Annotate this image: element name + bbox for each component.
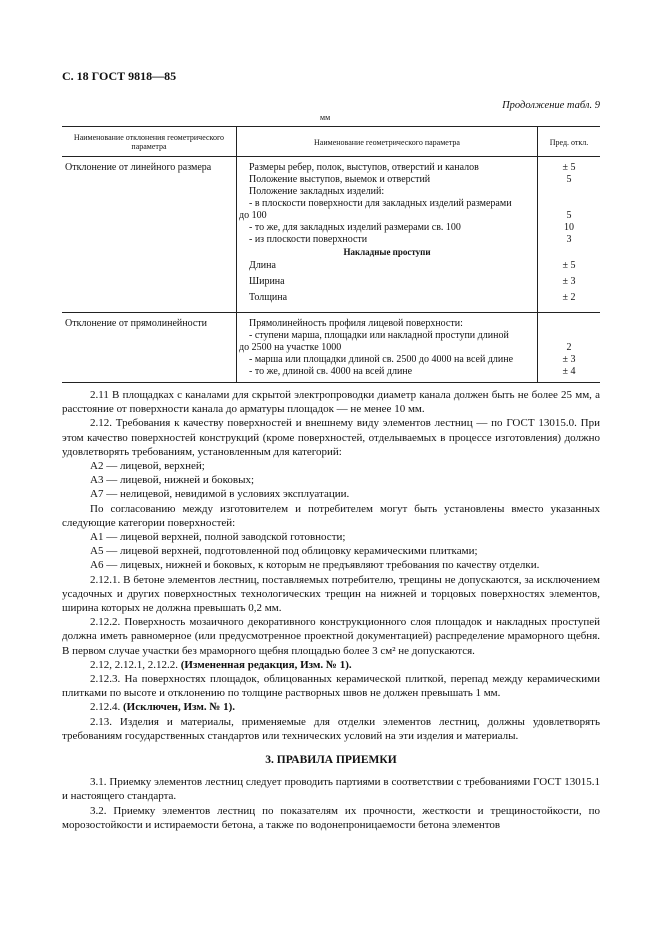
parameter-text: до 100: [239, 210, 267, 221]
parameter-text: Размеры ребер, полок, выступов, отверстий и каналов: [249, 162, 479, 173]
table-9: [62, 126, 600, 383]
parameter-text: - марша или площадки длиной св. 2500 до 4000 на всей длине: [249, 354, 514, 365]
paragraph-2-13: 2.13. Изделия и материалы, применяемые для отделки элементов лестниц, должны удовлетворять требованиям государственных стандартов или технических условий на эти изделия и материалы.: [62, 715, 600, 742]
parameter-text: - в плоскости поверхности для закладных изделий размерами: [249, 198, 512, 209]
limit-value: ± 5: [562, 162, 576, 173]
limit-value: ± 3: [562, 354, 576, 365]
body-text: [62, 388, 600, 832]
table-cell-deviation: [62, 313, 237, 383]
limit-value: ± 5: [562, 260, 576, 271]
category-a3: А3 — лицевой, нижней и боковых;: [90, 474, 255, 487]
table-cell-deviation: [62, 157, 237, 313]
excluded-note: (Исключен, Изм. № 1).: [123, 701, 236, 714]
table-cell-limits: [538, 157, 601, 313]
parameter-text: - то же, длиной св. 4000 на всей длине: [249, 366, 413, 377]
limit-value: 5: [566, 174, 572, 185]
paragraph-2-12-4: [62, 700, 600, 714]
limit-value: [538, 198, 600, 210]
subheading: Накладные проступи: [343, 247, 431, 257]
paragraph-3-1: 3.1. Приемку элементов лестниц следует проводить партиями в соответствии с требованиями ГОСТ 13015.1 и настоящего стандарта.: [62, 776, 600, 803]
deviation-linear: Отклонение от линейного размера: [65, 162, 212, 173]
limit-value: 10: [564, 222, 574, 233]
table-cell-limits: [538, 313, 601, 383]
section-heading: 3. ПРАВИЛА ПРИЕМКИ: [265, 754, 397, 767]
limit-value: 5: [566, 210, 572, 221]
amendment-ref: 2.12, 2.12.1, 2.12.2.: [90, 658, 178, 671]
category-a7: А7 — нелицевой, невидимой в условиях эксплуатации.: [90, 488, 350, 501]
parameter-text: до 2500 на участке 1000: [239, 342, 342, 353]
page-header: С. 18 ГОСТ 9818—85: [62, 69, 177, 83]
parameter-text: Положение закладных изделий:: [249, 186, 385, 197]
column-header-parameter: Наименование геометрического параметра: [237, 127, 538, 157]
parameter-text: - из плоскости поверхности: [249, 234, 368, 245]
table-unit: мм: [320, 113, 331, 122]
limit-value: [538, 186, 600, 198]
parameter-text: Толщина: [249, 292, 288, 303]
category-a2: А2 — лицевой, верхней;: [90, 460, 205, 473]
limit-value: ± 2: [562, 292, 576, 303]
limit-value: ± 3: [562, 276, 576, 287]
limit-value: 2: [566, 342, 572, 353]
category-a6: А6 — лицевых, нижней и боковых, к которым не предъявляют требования по качеству отделки.: [90, 559, 540, 572]
amendment-note: (Измененная редакция, Изм. № 1).: [180, 658, 352, 671]
table-continuation-label: Продолжение табл. 9: [502, 100, 600, 111]
limit-value: 3: [566, 234, 572, 245]
paragraph-3-2: 3.2. Приемку элементов лестниц по показателям их прочности, жесткости и трещиностойкости, по морозостойкости и истираемости бетона, а также по водонепроницаемости бетона элементов: [62, 804, 600, 831]
paragraph-2-12-1: 2.12.1. В бетоне элементов лестниц, поставляемых потребителю, трещины не допускаются, за исключением усадочных и других поверхностных технологических трещин на нижней и торцовых поверхностях элементов, ширина которых не должна превышать 0,2 мм.: [62, 573, 600, 615]
deviation-straightness: Отклонение от прямолинейности: [65, 318, 208, 329]
table-cell-parameters: [237, 313, 538, 383]
parameter-text: Прямолинейность профиля лицевой поверхности:: [249, 318, 463, 329]
parameter-text: Ширина: [249, 276, 285, 287]
parameter-text: - ступени марша, площадки или накладной проступи длиной: [249, 330, 509, 341]
parameter-text: Длина: [249, 260, 276, 271]
limit-value: [538, 246, 600, 258]
excluded-ref: 2.12.4.: [90, 701, 121, 714]
column-header-deviation: Наименование отклонения геометрического параметра: [62, 127, 237, 157]
paragraph-2-12: 2.12. Требования к качеству поверхностей и внешнему виду элементов лестниц — по ГОСТ 13015.0. При этом качество поверхностей конструкций (кроме поверхностей, отделываемых в процессе изготовления) должно удовлетворять требованиям, установленным для категорий:: [62, 417, 600, 458]
category-a5: А5 — лицевой верхней, подготовленной под облицовку керамическими плитками;: [90, 545, 478, 558]
paragraph-amendment: [62, 658, 600, 672]
limit-value: [538, 330, 600, 342]
column-header-limit: Пред. откл.: [538, 127, 601, 157]
category-a1: А1 — лицевой верхней, полной заводской готовности;: [90, 531, 346, 544]
parameter-text: - то же, для закладных изделий размерами св. 100: [249, 222, 461, 233]
paragraph-agreement: По согласованию между изготовителем и потребителем могут быть установлены вместо указанных следующие категории поверхностей:: [62, 502, 600, 529]
paragraph-2-12-2: 2.12.2. Поверхность мозаичного декоративного конструкционного слоя площадок и накладных проступей должна иметь равномерное (или предусмотренное проектной документацией) распределение мраморного щебня. В первом случае участки без мраморного щебня площадью более 3 см² не допускаются.: [62, 616, 600, 657]
limit-value: ± 4: [562, 366, 576, 377]
paragraph-2-12-3: 2.12.3. На поверхностях площадок, облицованных керамической плиткой, перепад между керамическими плитками по высоте и отклонению по толщине растворных швов не должен превышать 1 мм.: [62, 673, 600, 700]
table-cell-parameters: [237, 157, 538, 313]
limit-value: [538, 318, 600, 330]
paragraph-2-11: 2.11 В площадках с каналами для скрытой электропроводки диаметр канала должен быть не более 25 мм, а расстояние от поверхности канала до арматуры площадок — не менее 10 мм.: [62, 389, 600, 416]
parameter-text: Положение выступов, выемок и отверстий: [249, 174, 431, 185]
